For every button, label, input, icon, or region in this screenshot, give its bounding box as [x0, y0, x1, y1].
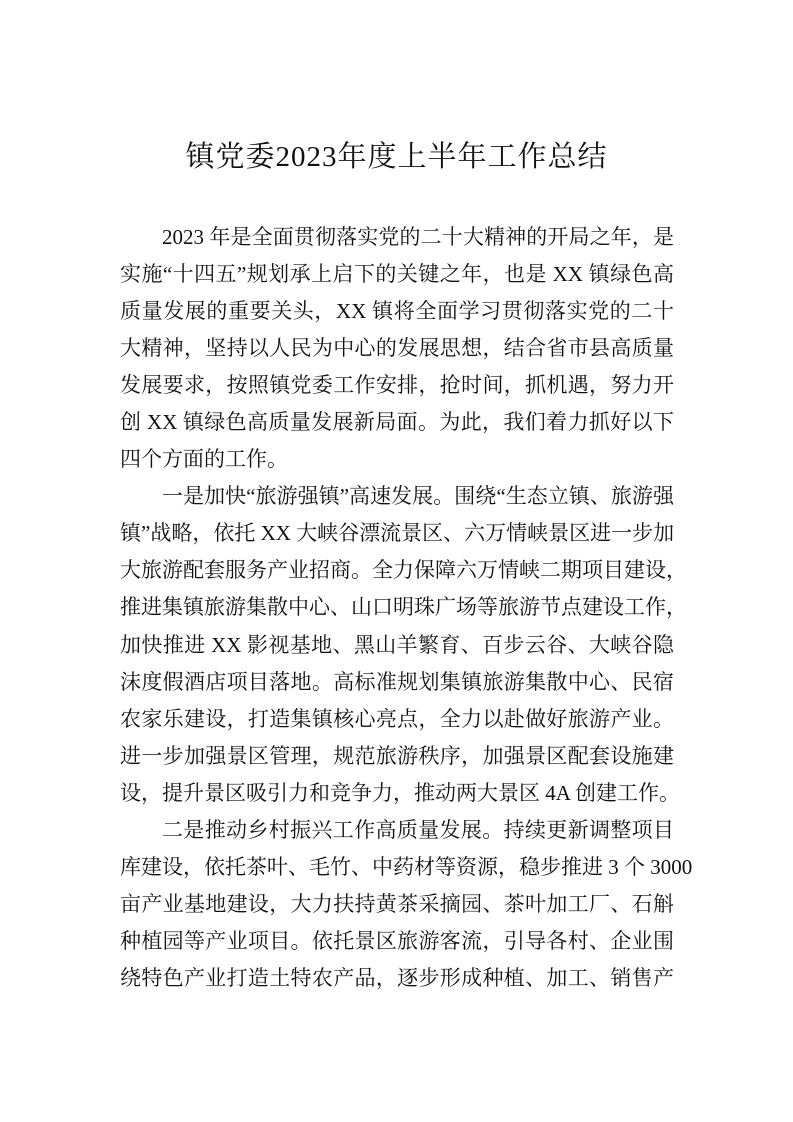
- text-line: 镇”战略，依托 XX 大峡谷漂流景区、六万情峡景区进一步加: [120, 521, 675, 546]
- text-line: 设，提升景区吸引力和竞争力，推动两大景区 4A 创建工作。: [120, 780, 681, 805]
- text-line: 加快推进 XX 影视基地、黑山羊繁育、百步云谷、大峡谷隐: [120, 632, 674, 657]
- document-title: 镇党委2023年度上半年工作总结: [185, 141, 608, 173]
- text-line: 推进集镇旅游集散中心、山口明珠广场等旅游节点建设工作，: [120, 595, 687, 620]
- text-line: 发展要求，按照镇党委工作安排，抢时间，抓机遇，努力开: [120, 373, 674, 398]
- text-line: 二是推动乡村振兴工作高质量发展。持续更新调整项目: [162, 817, 674, 842]
- text-line: 质量发展的重要关头，XX 镇将全面学习贯彻落实党的二十: [120, 299, 674, 324]
- text-line: 2023 年是全面贯彻落实党的二十大精神的开局之年，是: [162, 225, 674, 249]
- text-line: 四个方面的工作。: [120, 447, 288, 472]
- text-line: 大旅游配套服务产业招商。全力保障六万情峡二期项目建设，: [120, 558, 687, 583]
- text-line: 种植园等产业项目。依托景区旅游客流，引导各村、企业围: [120, 928, 674, 953]
- paragraph-tourism: [120, 478, 687, 811]
- text-line: 沫度假酒店项目落地。高标准规划集镇旅游集散中心、民宿: [120, 669, 674, 694]
- text-line: 进一步加强景区管理，规范旅游秩序，加强景区配套设施建: [120, 743, 674, 768]
- text-line: 一是加快“旅游强镇”高速发展。围绕“生态立镇、旅游强: [162, 484, 674, 509]
- text-line: 亩产业基地建设，大力扶持黄茶采摘园、茶叶加工厂、石斛: [120, 891, 674, 916]
- text-line: 实施“十四五”规划承上启下的关键之年，也是 XX 镇绿色高: [120, 262, 674, 287]
- text-line: 库建设，依托茶叶、毛竹、中药材等资源，稳步推进 3 个 3000: [120, 854, 693, 879]
- text-line: 创 XX 镇绿色高质量发展新局面。为此，我们着力抓好以下: [120, 410, 674, 435]
- text-line: 绕特色产业打造土特农产品，逐步形成种植、加工、销售产: [120, 965, 674, 990]
- paragraph-intro: [120, 219, 674, 478]
- text-line: 大精神，坚持以人民为中心的发展思想，结合省市县高质量: [120, 336, 674, 361]
- text-line: 农家乐建设，打造集镇核心亮点，全力以赴做好旅游产业。: [120, 706, 674, 731]
- document-body: [120, 219, 693, 997]
- paragraph-rural-revitalization: [120, 812, 693, 997]
